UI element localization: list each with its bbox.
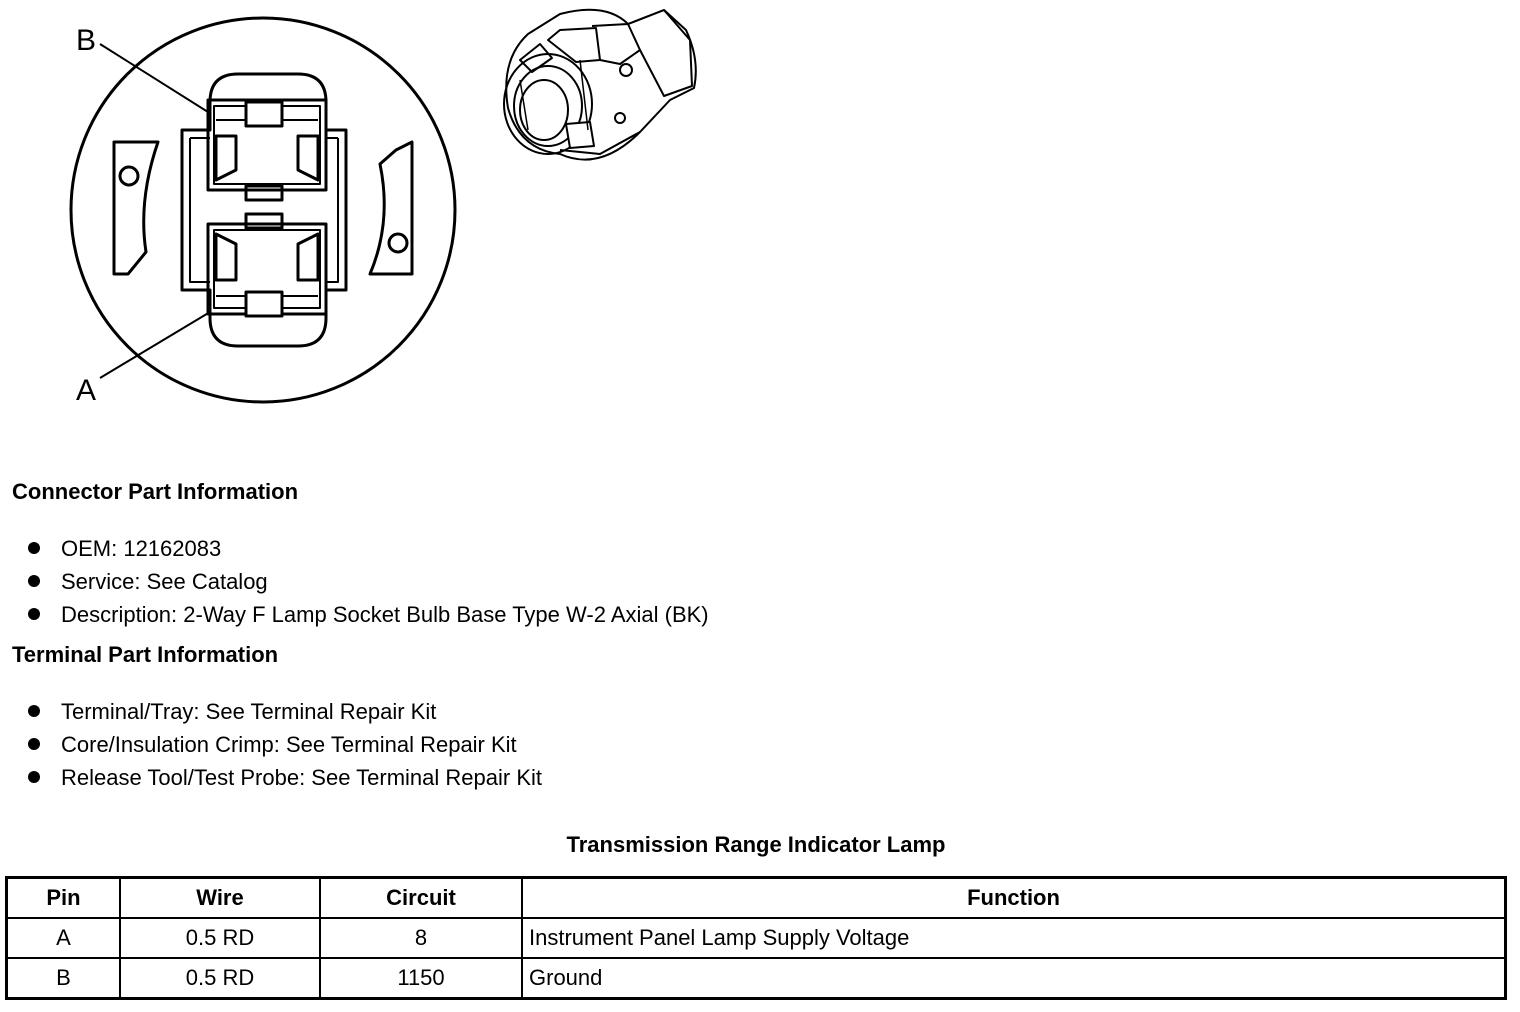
- pin-cell: B: [7, 958, 121, 999]
- bullet-icon: [28, 771, 40, 783]
- connector-diagram: [0, 0, 760, 420]
- terminal-label-b: B: [76, 24, 97, 57]
- bullet-icon: [28, 705, 40, 717]
- wire-cell: 0.5 RD: [120, 958, 320, 999]
- column-header-circuit: Circuit: [320, 878, 522, 919]
- circuit-cell: 1150: [320, 958, 522, 999]
- list-item: Release Tool/Test Probe: See Terminal Repair Kit: [28, 761, 542, 794]
- function-cell: Instrument Panel Lamp Supply Voltage: [522, 918, 1506, 958]
- bullet-icon: [28, 608, 40, 620]
- connector-isometric-view: [504, 10, 696, 160]
- bullet-icon: [28, 738, 40, 750]
- function-cell: Ground: [522, 958, 1506, 999]
- connector-info-heading: Connector Part Information: [12, 479, 299, 504]
- column-header-pin: Pin: [7, 878, 121, 919]
- column-header-wire: Wire: [120, 878, 320, 919]
- circuit-cell: 8: [320, 918, 522, 958]
- list-item: Terminal/Tray: See Terminal Repair Kit: [28, 695, 542, 728]
- column-header-function: Function: [522, 878, 1506, 919]
- wire-cell: 0.5 RD: [120, 918, 320, 958]
- list-item: Description: 2-Way F Lamp Socket Bulb Base Type W-2 Axial (BK): [28, 598, 709, 631]
- terminal-label-a: A: [76, 374, 97, 407]
- table-title: Transmission Range Indicator Lamp: [566, 832, 946, 857]
- list-item: Core/Insulation Crimp: See Terminal Repair Kit: [28, 728, 542, 761]
- bullet-icon: [28, 542, 40, 554]
- terminal-info-heading: Terminal Part Information: [12, 642, 279, 667]
- table-header-row: [7, 878, 1506, 919]
- list-item: OEM: 12162083: [28, 532, 709, 565]
- pinout-table: [5, 876, 1507, 1000]
- table-row: [7, 918, 1506, 958]
- connector-info-list: [28, 532, 709, 631]
- connector-face-view: [71, 18, 455, 402]
- terminal-info-list: [28, 695, 542, 794]
- bullet-icon: [28, 575, 40, 587]
- list-item: Service: See Catalog: [28, 565, 709, 598]
- table-row: [7, 958, 1506, 999]
- pin-cell: A: [7, 918, 121, 958]
